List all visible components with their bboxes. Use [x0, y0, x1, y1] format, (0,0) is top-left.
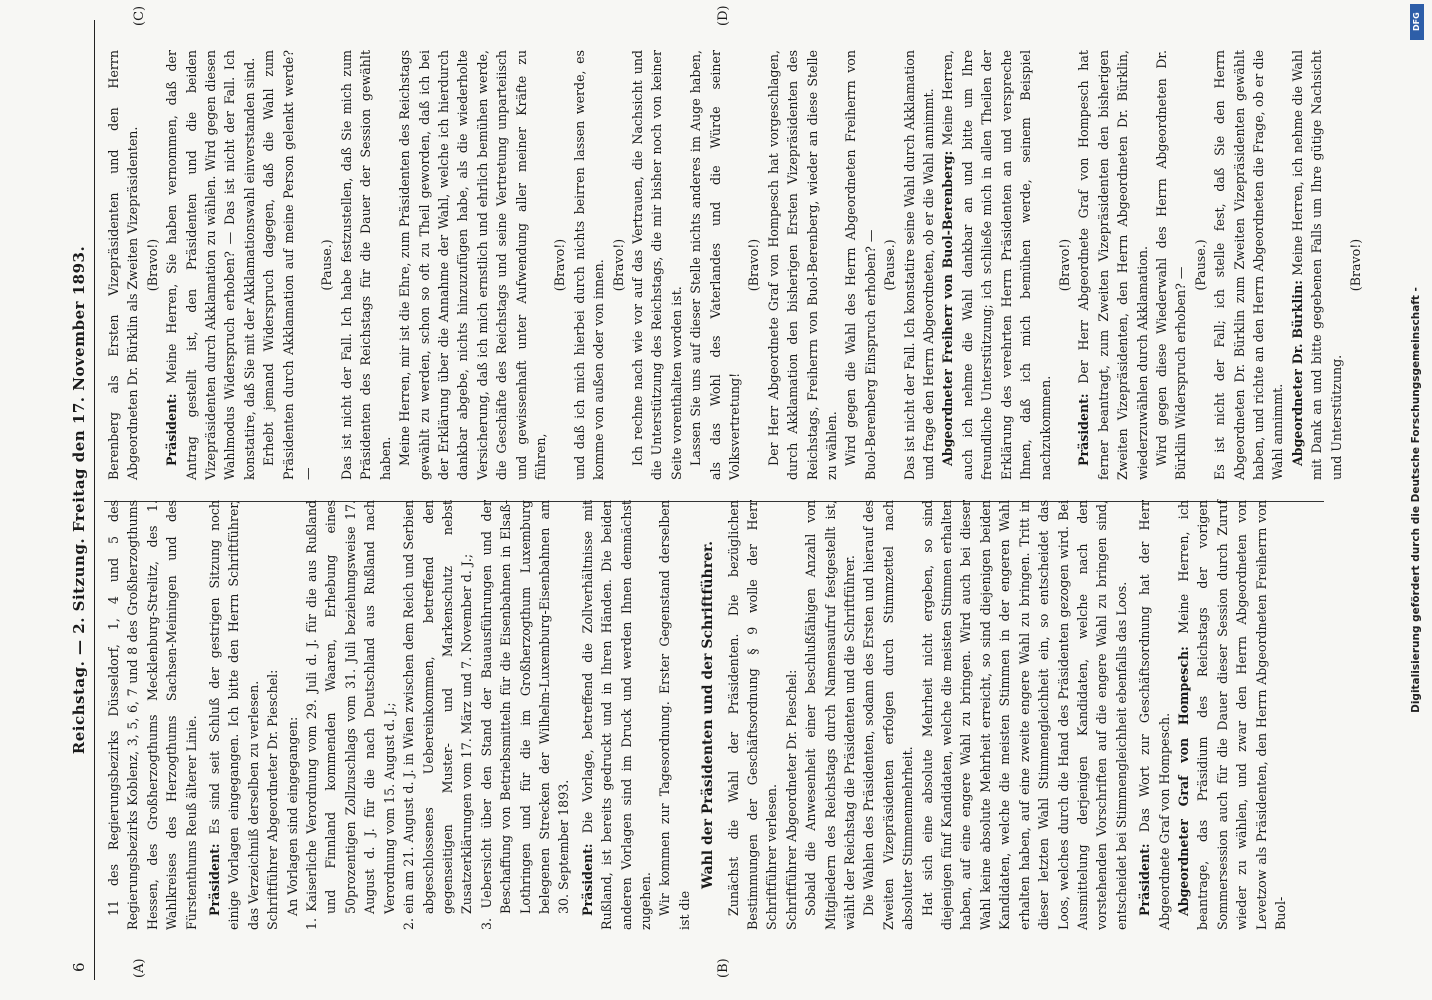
paragraph: Abgeordneter Graf von Hompesch: Meine Herren, ich beantrage, das Präsidium des Reichstags der vorigen Sommersession auch für die Dauer dieser Session durch Zuruf wieder zu wählen, und zwar den Herrn Abgeordneten von Levetzow als Präsidenten, den Herrn Abgeordneten Freiherrn von Buol-	[1175, 500, 1288, 930]
paragraph: Das ist nicht der Fall. Ich habe festzustellen, daß Sie mich zum Präsidenten des Reichstags für die Dauer der Session gewählt haben.	[338, 50, 393, 480]
paragraph: Hat sich eine absolute Mehrheit nicht ergeben, so sind diejenigen fünf Kandidaten, welche die meisten Stimmen erhalten haben, auf eine engere Wahl zu bringen. Wird auch bei dieser Wahl keine absolute Mehrheit erreicht, so sind diejenigen beiden Kandidaten, welche die meisten Stimmen in der engeren Wahl erhalten haben, auf eine zweite engere Wahl zu bringen. Tritt in dieser letzten Wahl Stimmengleichheit ein, so entscheidet das Loos, welches durch die Hand des Präsidenten gezogen wird. Bei Ausmittelung derjenigen Kandidaten, welche nach den vorstehenden Vorschriften auf die engere Wahl zu bringen sind, entscheidet bei Stimmengleichheit ebenfalls das Loos.	[919, 500, 1129, 930]
speaker-name: Präsident:	[579, 843, 595, 916]
paragraph: und daß ich mich hierbei durch nichts beirren lassen werde, es komme von außen oder von innen.	[571, 50, 607, 480]
speaker-name: Präsident:	[1076, 393, 1092, 466]
paragraph: 11 des Regierungsbezirks Düsseldorf, 1, 4 und 5 des Regierungsbezirks Koblenz, 3, 5, 6, 7 und 8 des Großherzogthums Hessen, des Großherzogthums Mecklenburg-Strelitz, des 1. Wahlkreises des Herzogthums Sachsen-Meiningen und des Fürstenthums Reuß älterer Linie.	[106, 500, 199, 930]
paragraph: Abgeordneter Freiherr von Buol-Berenberg: Meine Herren, auch ich nehme die Wahl dankbar an und bitte um Ihre freundliche Unterstützung; ich schließe mich in allen Theilen der Erklärung des verehrten Herrn Präsidenten an und verspreche Ihnen, daß ich mich bemühen werde, seinem Beispiel nachzukommen.	[940, 50, 1053, 480]
paragraph: An Vorlagen sind eingegangen:	[284, 716, 300, 916]
reaction: (Bravo!)	[1348, 238, 1363, 292]
reaction: (Pause.)	[882, 239, 898, 291]
reaction: (Bravo!)	[1056, 238, 1072, 292]
paragraph: Die Wahlen des Präsidenten, sodann des Ersten und hierauf des Zweiten Vizepräsidenten erfolgen durch Stimmzettel nach absoluter Stimmenmehrheit.	[861, 500, 916, 930]
speaker-name: Abgeordneter Freiherr von Buol-Berenberg:	[940, 150, 956, 466]
dfg-logo: DFG	[1410, 4, 1424, 40]
paragraph: Erhebt jemand Widerspruch dagegen, daß die Wahl zum Präsidenten durch Akklamation auf meine Person gelenkt werde? —	[261, 50, 316, 480]
paragraph: Präsident: Die Vorlage, betreffend die Zollverhältnisse mit Rußland, ist bereits gedruckt und in Ihren Händen. Die beiden anderen Vorlagen sind im Druck und werden Ihnen demnächst zugehen.	[579, 500, 653, 930]
paragraph: Präsident: Das Wort zur Geschäftsordnung hat der Herr Abgeordnete Graf von Hompesch.	[1137, 500, 1172, 930]
margin-mark-a: (A)	[132, 958, 147, 978]
paragraph: Abgeordneter Dr. Bürklin: Meine Herren, ich nehme die Wahl mit Dank an und bitte gegebenen Falls um Ihre gütige Nachsicht und Unterstützung.	[1289, 50, 1344, 480]
paragraph: Wir kommen zur Tagesordnung. Erster Gegenstand derselben ist die	[657, 500, 692, 930]
reaction: (Bravo!)	[610, 238, 626, 292]
paragraph: Der Herr Abgeordnete Graf von Hompesch hat vorgeschlagen, durch Akklamation den bisherigen Ersten Vizepräsidenten des Reichstags, Freiherrn von Buol-Berenberg, wieder an diese Stelle zu wählen.	[765, 50, 840, 480]
margin-mark-b: (B)	[716, 958, 731, 978]
paragraph: Es ist nicht der Fall; ich stelle fest, daß Sie den Herrn Abgeordneten Dr. Bürklin zum Zweiten Vizepräsidenten gewählt haben, und richte an den Herrn Abgeordneten die Frage, ob er die Wahl annimmt.	[1212, 50, 1286, 480]
list-item: 2. ein am 21. August d. J. in Wien zwischen dem Reich und Serbien abgeschlossenes Uebereinkommen, betreffend den gegenseitigen Muster- und Markenschutz nebst Zusatzerklärungen vom 17. März und 7. November d. J.;	[401, 500, 475, 930]
running-header	[62, 20, 95, 980]
speaker-name: Abgeordneter Graf von Hompesch:	[1175, 646, 1191, 916]
list-item: 1. Kaiserliche Verordnung vom 29. Juli d. J. für die aus Rußland und Finnland kommenden Waaren, Erhebung eines 50prozentigen Zollzuschlags vom 31. Juli beziehungsweise 17. August d. J. für die nach Deutschland aus Rußland nach Verordnung vom 15. August d. J.;	[304, 500, 397, 930]
paragraph: Präsident: Es sind seit Schluß der gestrigen Sitzung noch einige Vorlagen eingegangen. Ich bitte den Herrn Schriftführer, das Verzeichniß derselben zu verlesen.	[207, 500, 261, 930]
paragraph: Wird gegen diese Wiederwahl des Herrn Abgeordneten Dr. Bürklin Widerspruch erhoben? —	[1153, 50, 1189, 480]
reaction: (Pause.)	[319, 239, 335, 291]
margin-mark-d: (D)	[716, 5, 731, 26]
speaker-name: Präsident:	[164, 393, 180, 466]
speaker-name: Präsident:	[207, 843, 223, 916]
reaction: (Bravo!)	[144, 238, 160, 292]
paragraph: Sobald die Anwesenheit einer beschlußfähigen Anzahl von Mitgliedern des Reichstags durch Namensaufruf festgestellt ist, wählt der Reichstag die Präsidenten und die Schriftführer.	[803, 500, 858, 930]
digitization-credit: Digitalisierung gefördert durch die Deutsche Forschungsgemeinschaft -	[1410, 287, 1422, 713]
speaker-name: Abgeordneter Dr. Bürklin:	[1289, 280, 1305, 466]
speaker-name: Präsident:	[1137, 843, 1153, 916]
list-item: 3. Uebersicht über den Stand der Bauausführungen und der Beschaffung von Betriebsmitteln für die Eisenbahnen in Elsaß-Lothringen und für die im Großherzogthum Luxemburg belegenen Strecken der Wilhelm-Luxemburg-Eisenbahnen am 30. September 1893.	[478, 500, 572, 930]
margin-mark-c: (C)	[132, 5, 147, 26]
reaction: (Pause.)	[1192, 239, 1208, 291]
paragraph: Berenberg als Ersten Vizepräsidenten und den Herrn Abgeordneten Dr. Bürklin als Zweiten Vizepräsidenten.	[106, 50, 141, 480]
paragraph: Lassen Sie uns auf dieser Stelle nichts anderes im Auge haben, als das Wohl des Vaterlandes und die Würde seiner Volksvertretung!	[688, 50, 742, 480]
reaction: (Bravo!)	[552, 238, 568, 292]
paragraph: Präsident: Der Herr Abgeordnete Graf von Hompesch hat ferner beantragt, zum Zweiten Vizepräsidenten den bisherigen Zweiten Vizepräsidenten, den Herrn Abgeordneten Dr. Bürklin, wiederzuwählen durch Akklamation.	[1076, 50, 1150, 480]
left-column	[104, 500, 1290, 930]
paragraph: Das ist nicht der Fall. Ich konstatire seine Wahl durch Akklamation und frage den Herrn Abgeordneten, ob er die Wahl annimmt.	[901, 50, 937, 480]
paragraph: Meine Herren, mir ist die Ehre, zum Präsidenten des Reichstags gewählt zu werden, schon so oft zu Theil geworden, daß ich bei der Erklärung über die Annahme der Wahl, welche ich hierdurch dankbar abgebe, nichts hinzuzufügen habe, als die wiederholte Versicherung, daß ich mich ernstlich und ehrlich bemühen werde, die Geschäfte des Reichstags und seine Vertretung unparteiisch und gewissenhaft unter Aufwendung aller meiner Kräfte zu führen,	[397, 50, 548, 480]
page-number: 6	[70, 962, 88, 972]
section-heading: Wahl der Präsidenten und der Schriftführer.	[700, 541, 717, 889]
right-column	[104, 50, 1365, 480]
paragraph: Zunächst die Wahl der Präsidenten. Die bezüglichen Bestimmungen der Geschäftsordnung § 9 wolle der Herr Schriftführer verlesen.	[725, 500, 780, 930]
paragraph: Präsident: Meine Herren, Sie haben vernommen, daß der Antrag gestellt ist, den Präsidenten und die beiden Vizepräsidenten durch Akklamation zu wählen. Wird gegen diesen Wahlmodus Widerspruch erhoben? — Das ist nicht der Fall. Ich konstatire, daß Sie mit der Akklamationswahl einverstanden sind.	[164, 50, 257, 480]
running-title: Reichstag. — 2. Sitzung. Freitag den 17. November 1893.	[70, 245, 88, 755]
paragraph: Ich rechne nach wie vor auf das Vertrauen, die Nachsicht und die Unterstützung des Reichstags, die mir bisher noch von keiner Seite vorenthalten worden ist.	[629, 50, 684, 480]
paragraph: Wird gegen die Wahl des Herrn Abgeordneten Freiherrn von Buol-Berenberg Einspruch erhoben? —	[843, 50, 878, 480]
speaker-name: Schriftführer Abgeordneter Dr. Pieschel:	[265, 669, 281, 930]
reaction: (Bravo!)	[746, 238, 762, 292]
speaker-name: Schriftführer Abgeordneter Dr. Pieschel:	[783, 669, 799, 930]
